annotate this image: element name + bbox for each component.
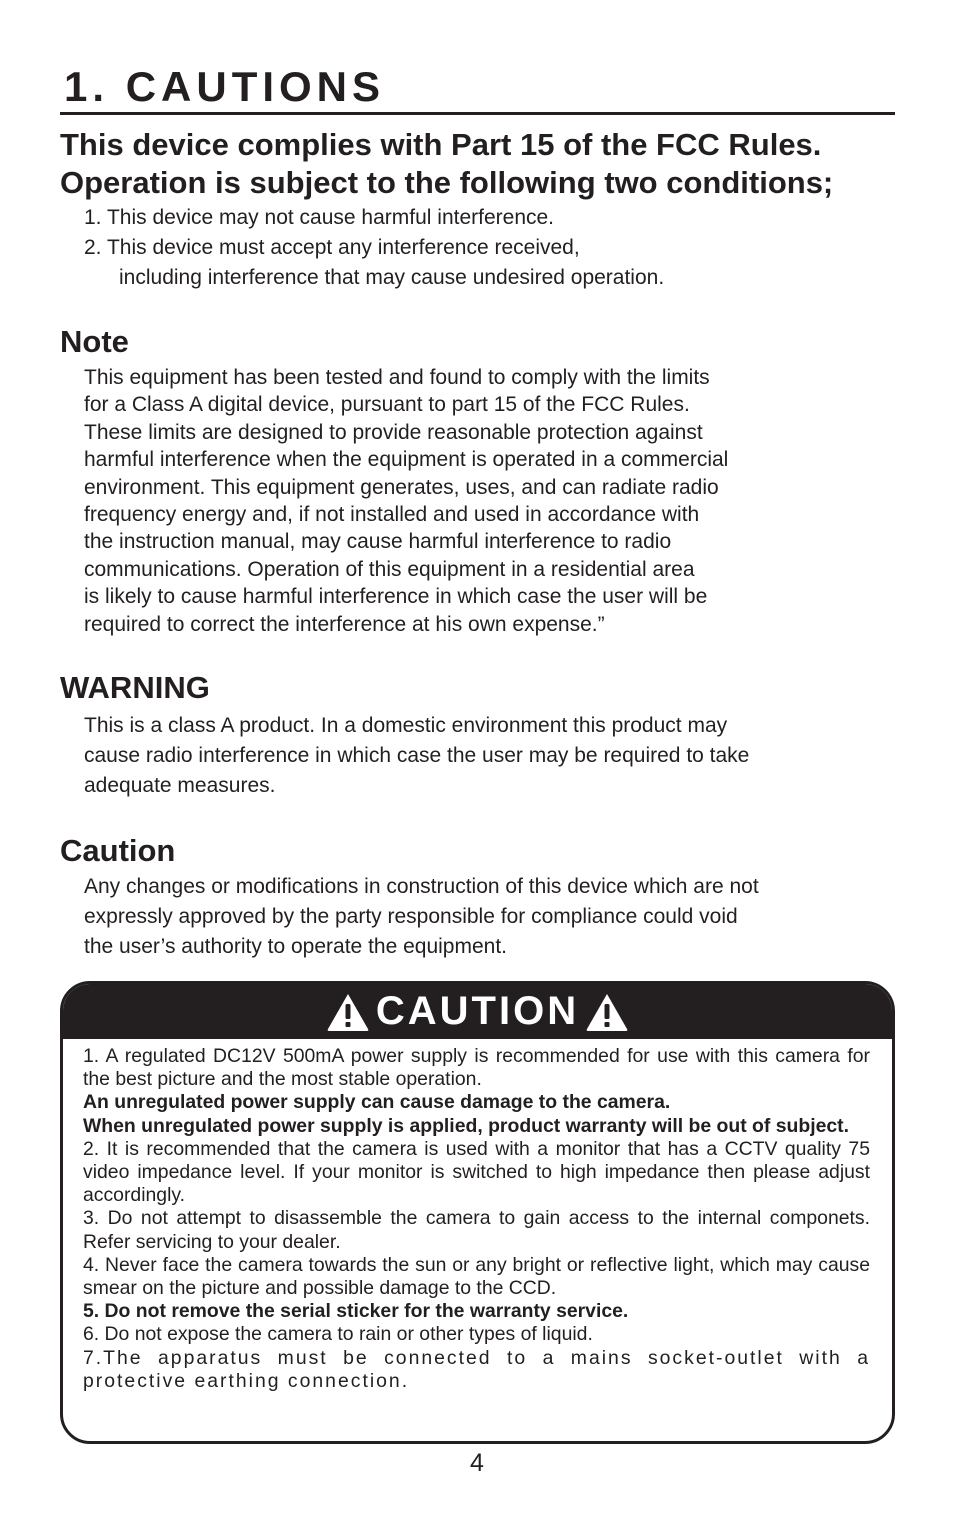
- warning-body: [84, 711, 904, 801]
- warning-line: cause radio interference in which case the user may be required to take: [84, 744, 750, 767]
- fcc-heading-line: This device complies with Part 15 of the FCC Rules.: [60, 127, 822, 162]
- caution-line: expressly approved by the party responsible for compliance could void: [84, 905, 738, 928]
- warning-triangle-icon: [326, 992, 370, 1032]
- fcc-condition-item: including interference that may cause undesired operation.: [119, 266, 665, 289]
- title-divider: [60, 112, 895, 115]
- caution-line: the user’s authority to operate the equipment.: [84, 935, 507, 958]
- note-line: required to correct the interference at his own expense.”: [84, 612, 605, 636]
- caution-item: 5. Do not remove the serial sticker for the warranty service.: [83, 1300, 629, 1323]
- fcc-condition-item: 2. This device must accept any interference received,: [84, 236, 580, 259]
- caution-box-header: [63, 984, 892, 1039]
- note-line: is likely to cause harmful interference in which case the user will be: [84, 585, 708, 609]
- note-heading: Note: [60, 324, 129, 359]
- caution-line: Any changes or modifications in construction of this device which are not: [84, 875, 759, 898]
- note-line: This equipment has been tested and found to comply with the limits: [84, 366, 710, 389]
- warning-heading: WARNING: [60, 670, 210, 705]
- page-number: 4: [470, 1449, 484, 1477]
- note-line: environment. This equipment generates, uses, and can radiate radio: [84, 475, 719, 499]
- note-line: These limits are designed to provide reasonable protection against: [84, 420, 703, 444]
- caution-item: 3. Do not attempt to disassemble the camera to gain access to the internal componets. Refer servicing to your dealer.: [83, 1207, 870, 1253]
- caution-item: 6. Do not expose the camera to rain or other types of liquid.: [83, 1323, 593, 1346]
- caution-item: 7.The apparatus must be connected to a mains socket-outlet with a protective earthing connection.: [83, 1346, 870, 1392]
- note-line: communications. Operation of this equipment in a residential area: [84, 557, 695, 581]
- caution-item: 2. It is recommended that the camera is used with a monitor that has a CCTV quality 75 video impedance level. If your monitor is switched to high impedance then please adjust accordingly.: [83, 1137, 870, 1207]
- caution-item: 4. Never face the camera towards the sun or any bright or reflective light, which may cause smear on the picture and possible damage to the CCD.: [83, 1253, 870, 1300]
- caution-body: [84, 872, 904, 962]
- warning-triangle-icon: [585, 992, 629, 1032]
- note-line: frequency energy and, if not installed and used in accordance with: [84, 503, 700, 527]
- fcc-condition-item: 1. This device may not cause harmful interference.: [84, 206, 555, 229]
- page-title: 1. CAUTIONS: [64, 63, 386, 110]
- caution-box-title: CAUTION: [375, 989, 580, 1033]
- warning-line: adequate measures.: [84, 774, 276, 797]
- caution-item: When unregulated power supply is applied, product warranty will be out of subject.: [83, 1114, 850, 1137]
- fcc-conditions-list: [84, 203, 664, 293]
- caution-box: [60, 981, 895, 1444]
- caution-item: 1. A regulated DC12V 500mA power supply is recommended for use with this camera for the best picture and the most stable operation.: [83, 1045, 870, 1091]
- note-body: [84, 364, 904, 638]
- warning-line: This is a class A product. In a domestic environment this product may: [84, 714, 728, 737]
- caution-box-list: [83, 1045, 870, 1393]
- note-line: harmful interference when the equipment is operated in a commercial: [84, 448, 729, 472]
- fcc-heading: [60, 126, 833, 202]
- caution-item: An unregulated power supply can cause damage to the camera.: [83, 1091, 671, 1114]
- note-line: the instruction manual, may cause harmful interference to radio: [84, 530, 672, 554]
- note-line: for a Class A digital device, pursuant to part 15 of the FCC Rules.: [84, 393, 690, 417]
- fcc-heading-line: Operation is subject to the following two conditions;: [60, 165, 834, 200]
- caution-heading: Caution: [60, 833, 176, 868]
